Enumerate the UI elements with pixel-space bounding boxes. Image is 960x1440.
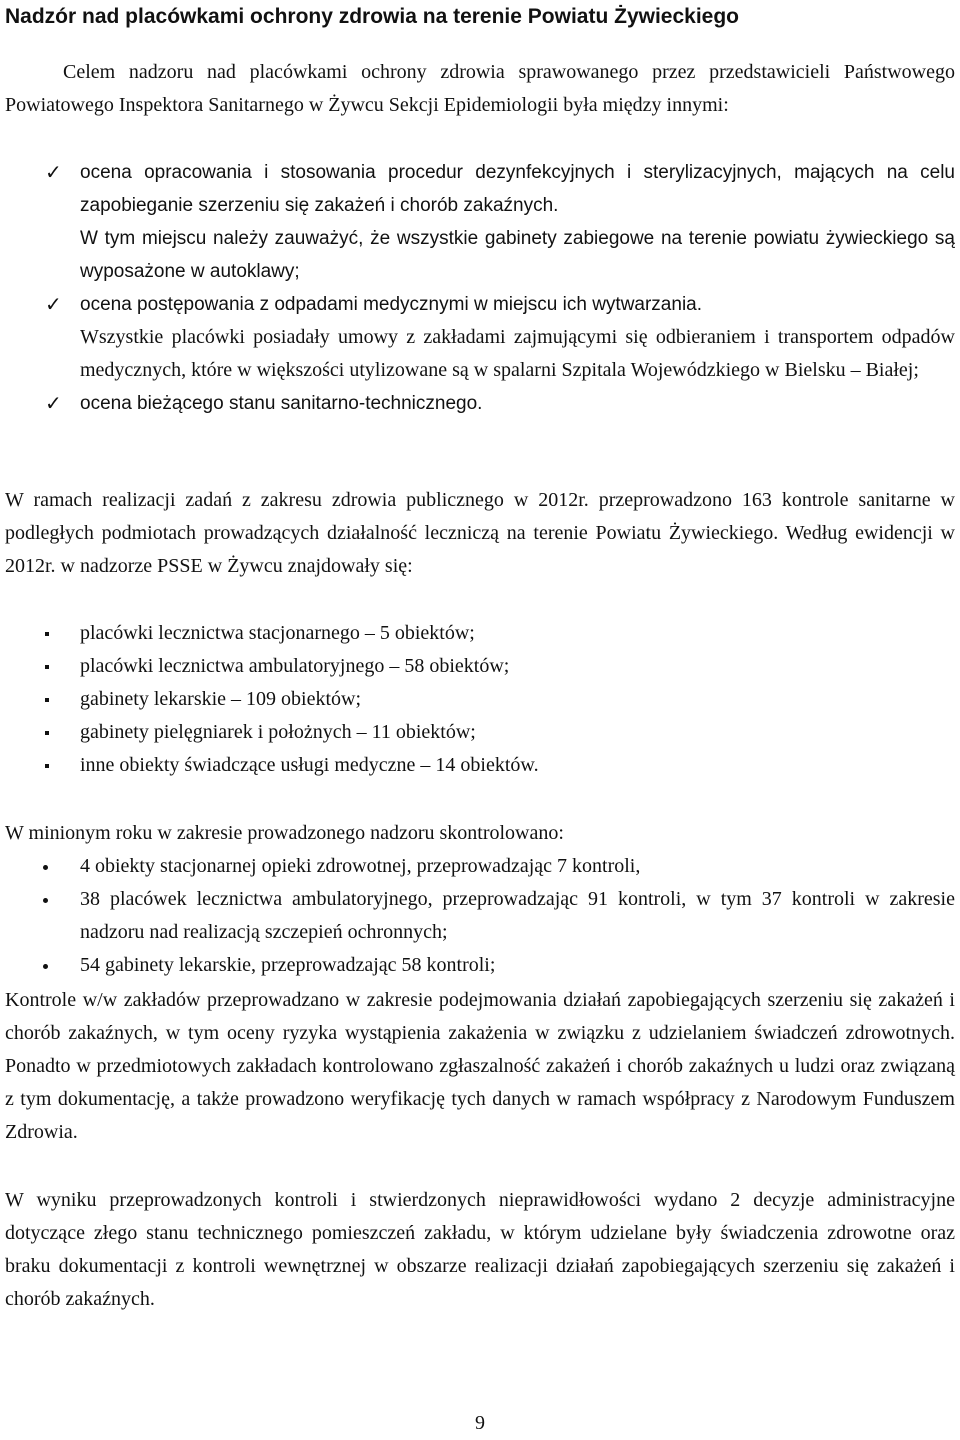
- checklist-item-note: W tym miejscu należy zauważyć, że wszystkie gabinety zabiegowe na terenie powiatu żywieckiego są wyposażone w autoklawy;: [80, 228, 955, 282]
- paragraph-kontrole: Kontrole w/w zakładów przeprowadzano w zakresie podejmowania działań zapobiegających szerzeniu się zakażeń i chorób zakaźnych, w tym oceny ryzyka wystąpienia zakażenia w związku z udzielaniem świadczeń zdrowotnych. Ponadto w przedmiotowych zakładach kontrolowano zgłaszalność zakażeń i chorób zakaźnych u ludzi oraz związaną z tym dokumentację, a także prowadzono weryfikację tych danych w ramach współpracy z Narodowym Funduszem Zdrowia.: [5, 989, 955, 1143]
- checkmark-icon: ✓: [45, 391, 62, 415]
- facilities-list-item: [5, 716, 955, 749]
- facilities-item-text: inne obiekty świadczące usługi medyczne – 14 obiektów.: [80, 754, 539, 776]
- inspected-item-text: 54 gabinety lekarskie, przeprowadzając 58 kontroli;: [80, 954, 496, 976]
- checklist-item-text: ocena bieżącego stanu sanitarno-technicznego.: [80, 393, 483, 414]
- square-bullet-icon: [45, 698, 49, 702]
- inspected-item-text: 38 placówek lecznictwa ambulatoryjnego, przeprowadzając 91 kontroli, w tym 37 kontroli w zakresie nadzoru nad realizacją szczepień ochronnych;: [80, 888, 955, 943]
- facilities-item-text: placówki lecznictwa stacjonarnego – 5 obiektów;: [80, 622, 475, 644]
- square-bullet-icon: [45, 665, 49, 669]
- facilities-list: [5, 617, 955, 782]
- page-number: 9: [475, 1412, 485, 1434]
- square-bullet-icon: [45, 731, 49, 735]
- inspected-list-item: [5, 883, 955, 949]
- round-bullet-icon: [43, 964, 48, 969]
- checkmark-icon: ✓: [45, 292, 62, 316]
- checklist-item: [5, 156, 955, 288]
- document-title: Nadzór nad placówkami ochrony zdrowia na terenie Powiatu Żywieckiego: [5, 5, 740, 28]
- round-bullet-icon: [43, 898, 48, 903]
- round-bullet-icon: [43, 865, 48, 870]
- facilities-list-item: [5, 683, 955, 716]
- facilities-list-item: [5, 749, 955, 782]
- paragraph-minionym: W minionym roku w zakresie prowadzonego nadzoru skontrolowano:: [5, 822, 564, 844]
- checklist-item: [5, 387, 955, 420]
- inspected-item-text: 4 obiekty stacjonarnej opieki zdrowotnej, przeprowadzając 7 kontroli,: [80, 855, 641, 877]
- facilities-list-item: [5, 650, 955, 683]
- paragraph-wyniku: W wyniku przeprowadzonych kontroli i stwierdzonych nieprawidłowości wydano 2 decyzje administracyjne dotyczące złego stanu technicznego pomieszczeń zakładu, w którym udzielane były świadczenia zdrowotne oraz braku dokumentacji z kontroli wewnętrznej w obszarze realizacji działań zapobiegających szerzeniu się zakażeń i chorób zakaźnych.: [5, 1189, 955, 1310]
- facilities-item-text: gabinety lekarskie – 109 obiektów;: [80, 688, 362, 710]
- checklist-item-text: ocena opracowania i stosowania procedur dezynfekcyjnych i sterylizacyjnych, mających na celu zapobieganie szerzeniu się zakażeń i chorób zakaźnych.: [80, 162, 955, 216]
- square-bullet-icon: [45, 764, 49, 768]
- intro-text: Celem nadzoru nad placówkami ochrony zdrowia sprawowanego przez przedstawicieli Państwowego Powiatowego Inspektora Sanitarnego w Żywcu Sekcji Epidemiologii była między innymi:: [5, 61, 955, 116]
- facilities-item-text: placówki lecznictwa ambulatoryjnego – 58 obiektów;: [80, 655, 510, 677]
- goals-checklist: [5, 156, 955, 420]
- intro-paragraph: [5, 56, 955, 122]
- paragraph-ramach: W ramach realizacji zadań z zakresu zdrowia publicznego w 2012r. przeprowadzono 163 kontrole sanitarne w podległych podmiotach prowadzących działalność leczniczą na terenie Powiatu Żywieckiego. Według ewidencji w 2012r. w nadzorze PSSE w Żywcu znajdowały się:: [5, 489, 955, 577]
- inspected-list-item: [5, 949, 955, 982]
- facilities-list-item: [5, 617, 955, 650]
- square-bullet-icon: [45, 632, 49, 636]
- checklist-item-note: Wszystkie placówki posiadały umowy z zakładami zajmującymi się odbieraniem i transportem odpadów medycznych, które w większości utylizowane są w spalarni Szpitala Wojewódzkiego w Bielsku – Białej;: [80, 326, 955, 381]
- checklist-item: [5, 288, 955, 387]
- checklist-item-text: ocena postępowania z odpadami medycznymi w miejscu ich wytwarzania.: [80, 294, 703, 315]
- inspected-list: [5, 850, 955, 982]
- checkmark-icon: ✓: [45, 160, 62, 184]
- inspected-list-item: [5, 850, 955, 883]
- facilities-item-text: gabinety pielęgniarek i położnych – 11 obiektów;: [80, 721, 476, 743]
